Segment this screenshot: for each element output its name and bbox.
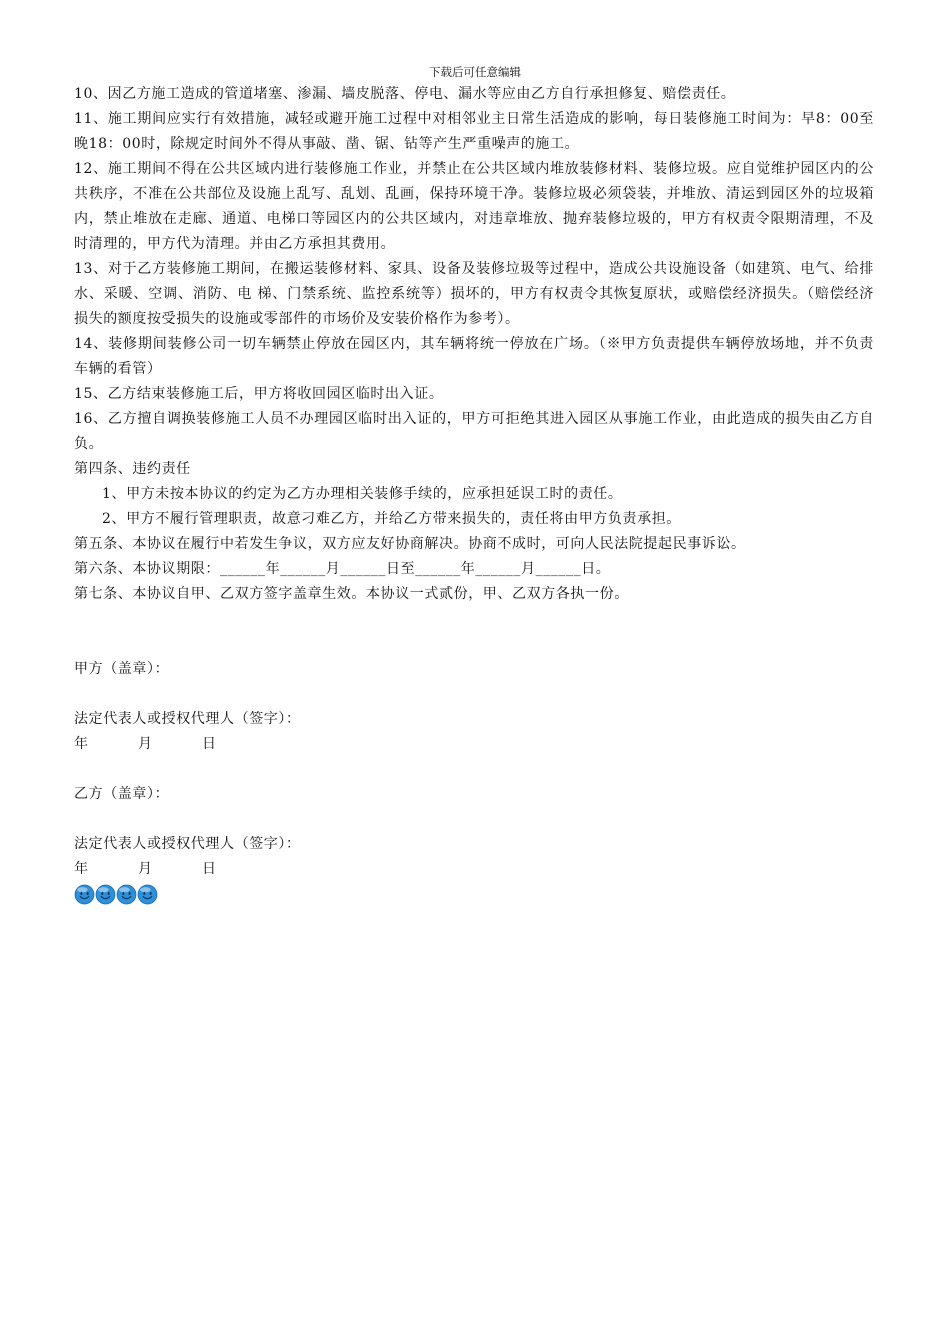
article-4-item-2: 2、甲方不履行管理职责，故意刁难乙方，并给乙方带来损失的，责任将由甲方负责承担。 <box>102 511 681 527</box>
spacer <box>74 682 874 707</box>
contract-body <box>74 82 874 906</box>
date-month-label: 月 <box>138 861 153 877</box>
smiley-icon <box>116 884 137 905</box>
article-6: 第六条、本协议期限：______年______月______日至______年______月______日。 <box>74 561 611 577</box>
spacer <box>74 632 874 657</box>
smiley-icon <box>95 884 116 905</box>
date-year-label: 年 <box>74 736 89 752</box>
party-b-rep-label: 法定代表人或授权代理人（签字）： <box>74 836 301 852</box>
page-header-note: 下载后可任意编辑 <box>429 65 521 79</box>
party-b-seal-label: 乙方（盖章）： <box>74 786 170 802</box>
spacer <box>74 607 874 632</box>
article-4-title: 第四条、违约责任 <box>74 461 191 477</box>
date-month-label: 月 <box>138 736 153 752</box>
party-a-seal-label: 甲方（盖章）： <box>74 661 170 677</box>
smiley-decoration <box>74 884 874 906</box>
clause-15: 15、乙方结束装修施工后，甲方将收回园区临时出入证。 <box>74 386 444 402</box>
clause-12: 12、施工期间不得在公共区域内进行装修施工作业，并禁止在公共区域内堆放装修材料、装修垃圾。应自觉维护园区内的公共秩序，不准在公共部位及设施上乱写、乱划、乱画，保持环境干净。装修垃圾必须袋装，并堆放、清运到园区外的垃圾箱内，禁止堆放在走廊、通道、电梯口等园区内的公共区域内，对违章堆放、抛弃装修垃圾的，甲方有权责令限期清理，不及时清理的，甲方代为清理。并由乙方承担其费用。 <box>74 161 874 252</box>
clause-16: 16、乙方擅自调换装修施工人员不办理园区临时出入证的，甲方可拒绝其进入园区从事施工作业，由此造成的损失由乙方自负。 <box>74 411 874 452</box>
clause-11: 11、施工期间应实行有效措施，减轻或避开施工过程中对相邻业主日常生活造成的影响，每日装修施工时间为：早8：00至晚18：00时，除规定时间外不得从事敲、凿、锯、钻等产生严重噪声的施工。 <box>74 111 874 152</box>
signature-block <box>74 657 874 882</box>
date-year-label: 年 <box>74 861 89 877</box>
article-7: 第七条、本协议自甲、乙双方签字盖章生效。本协议一式贰份，甲、乙双方各执一份。 <box>74 586 629 602</box>
party-b-date-line <box>74 857 874 882</box>
smiley-icon <box>74 884 95 905</box>
clause-13: 13、对于乙方装修施工期间，在搬运装修材料、家具、设备及装修垃圾等过程中，造成公共设施设备（如建筑、电气、给排水、采暖、空调、消防、电 梯、门禁系统、监控系统等）损坏的，甲方有权责令其恢复原状，或赔偿经济损失。（赔偿经济损失的额度按受损失的设施或零部件的市场价及安装价格作为参考）。 <box>74 261 874 327</box>
spacer <box>74 757 874 782</box>
party-a-date-line <box>74 732 874 757</box>
clause-14: 14、装修期间装修公司一切车辆禁止停放在园区内，其车辆将统一停放在广场。（※甲方负责提供车辆停放场地，并不负责车辆的看管） <box>74 336 874 377</box>
article-4-item-1: 1、甲方未按本协议的约定为乙方办理相关装修手续的，应承担延误工时的责任。 <box>102 486 623 502</box>
date-day-label: 日 <box>202 861 217 877</box>
article-5: 第五条、本协议在履行中若发生争议，双方应友好协商解决。协商不成时，可向人民法院提起民事诉讼。 <box>74 536 746 552</box>
clause-10: 10、因乙方施工造成的管道堵塞、渗漏、墙皮脱落、停电、漏水等应由乙方自行承担修复、赔偿责任。 <box>74 86 736 102</box>
party-a-rep-label: 法定代表人或授权代理人（签字）： <box>74 711 301 727</box>
date-day-label: 日 <box>202 736 217 752</box>
spacer <box>74 807 874 832</box>
smiley-icon <box>137 884 158 905</box>
